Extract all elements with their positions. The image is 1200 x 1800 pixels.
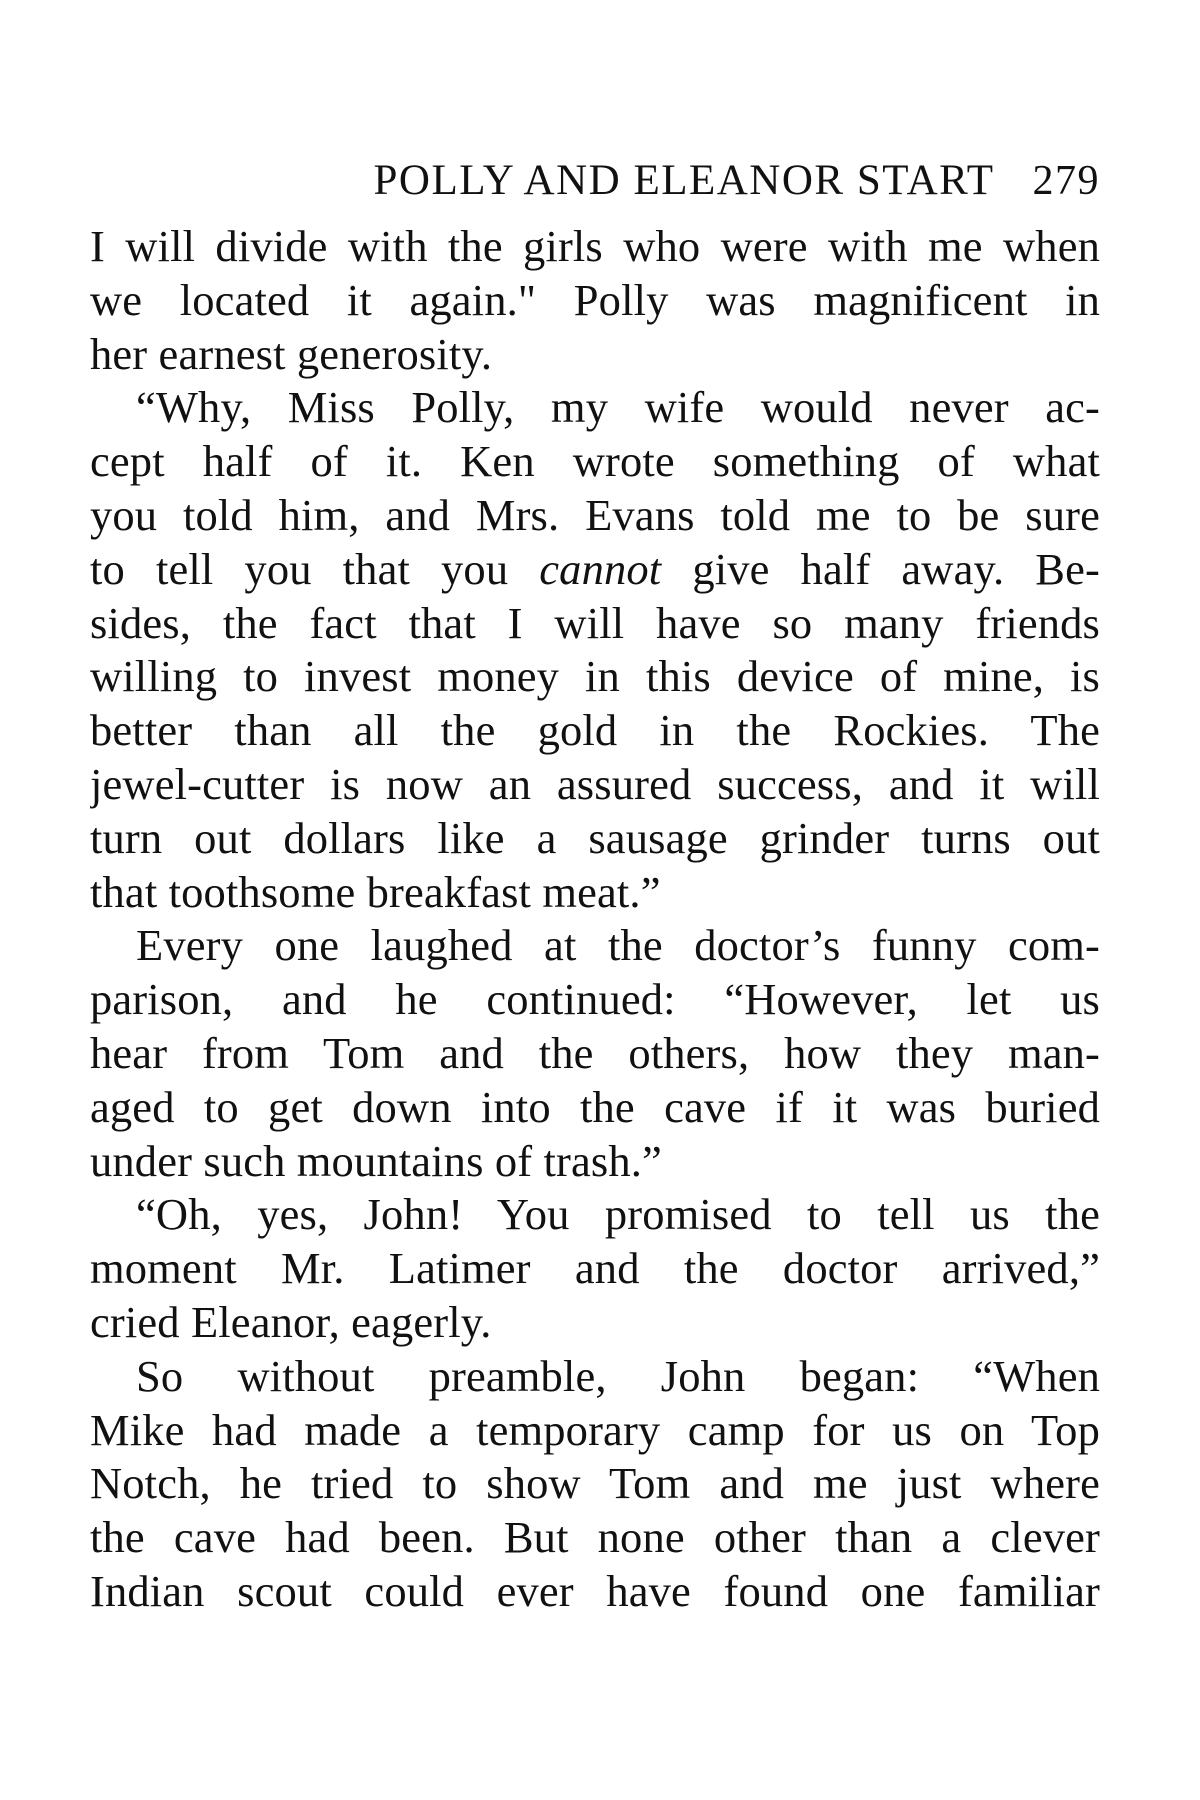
text-line-11: jewel-cutter is now an assured success, and it will <box>90 758 1100 809</box>
emphasized-word-cannot: cannot <box>539 543 662 594</box>
text-line-9: willing to invest money in this device of mine, is <box>90 651 1100 702</box>
text-line-5: cept half of it. Ken wrote something of what <box>90 436 1100 487</box>
text-line-10: better than all the gold in the Rockies. The <box>90 705 1100 756</box>
body-text <box>90 220 1100 1619</box>
text-line-19: “Oh, yes, John! You promised to tell us the <box>136 1189 1100 1240</box>
text-line-7-part-2: give half away. Be- <box>692 543 1100 594</box>
text-line-6: you told him, and Mrs. Evans told me to be sure <box>90 489 1100 540</box>
text-line-17: aged to get down into the cave if it was buried <box>90 1081 1100 1132</box>
text-line-20: moment Mr. Latimer and the doctor arrived,” <box>90 1243 1100 1294</box>
text-line-3: her earnest generosity. <box>90 328 493 379</box>
running-header <box>90 130 1100 202</box>
text-line-16: hear from Tom and the others, how they man- <box>90 1027 1100 1078</box>
text-line-24: Notch, he tried to show Tom and me just where <box>90 1458 1100 1509</box>
text-line-2: we located it again." Polly was magnificent in <box>90 274 1100 325</box>
text-line-4: “Why, Miss Polly, my wife would never ac- <box>136 382 1100 433</box>
text-line-1: I will divide with the girls who were with me when <box>90 221 1100 271</box>
text-line-22: So without preamble, John began: “When <box>136 1350 1100 1401</box>
text-line-7-part-1: to tell you that you <box>90 543 509 594</box>
text-line-21: cried Eleanor, eagerly. <box>90 1296 492 1347</box>
text-line-13: that toothsome breakfast meat.” <box>90 866 661 917</box>
text-line-25: the cave had been. But none other than a clever <box>90 1512 1100 1563</box>
page-number: 279 <box>1032 158 1100 204</box>
text-line-7 <box>90 543 1100 597</box>
text-line-18: under such mountains of trash.” <box>90 1135 662 1186</box>
text-line-15: parison, and he continued: “However, let us <box>90 974 1100 1025</box>
book-page <box>90 130 1100 1750</box>
running-title: POLLY AND ELEANOR START <box>373 157 995 204</box>
text-line-23: Mike had made a temporary camp for us on Top <box>90 1404 1100 1455</box>
text-line-8: sides, the fact that I will have so many friends <box>90 597 1100 648</box>
text-line-12: turn out dollars like a sausage grinder turns out <box>90 812 1100 863</box>
text-line-14: Every one laughed at the doctor’s funny com- <box>136 920 1100 971</box>
text-line-26: Indian scout could ever have found one familiar <box>90 1565 1100 1616</box>
